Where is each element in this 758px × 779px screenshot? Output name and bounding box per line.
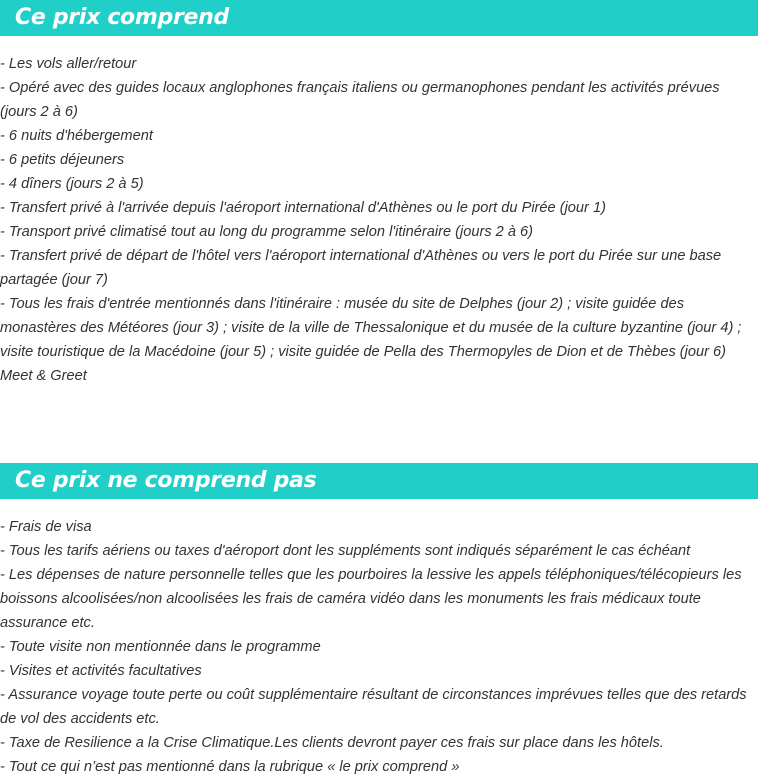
excluded-list bbox=[0, 515, 758, 779]
list-item: - Opéré avec des guides locaux anglophones français italiens ou germanophones pendant les activités prévues (jours 2 à 6) bbox=[0, 80, 720, 120]
list-item: - Visites et activités facultatives bbox=[0, 663, 202, 679]
excluded-heading: Ce prix ne comprend pas bbox=[0, 463, 758, 499]
list-item: - Les vols aller/retour bbox=[0, 56, 137, 72]
list-item: - Frais de visa bbox=[0, 519, 92, 535]
list-item: - Assurance voyage toute perte ou coût supplémentaire résultant de circonstances imprévues telles que des retards de vol des accidents etc. bbox=[0, 687, 747, 727]
excluded-section bbox=[0, 463, 758, 779]
included-section bbox=[0, 0, 758, 388]
list-item: - Taxe de Resilience a la Crise Climatique.Les clients devront payer ces frais sur place dans les hôtels. bbox=[0, 735, 664, 751]
list-item: - Transport privé climatisé tout au long du programme selon l'itinéraire (jours 2 à 6) bbox=[0, 224, 533, 240]
list-item: - Transfert privé à l'arrivée depuis l'aéroport international d'Athènes ou le port du Pirée (jour 1) bbox=[0, 200, 606, 216]
list-item: - 4 dîners (jours 2 à 5) bbox=[0, 176, 144, 192]
included-heading: Ce prix comprend bbox=[0, 0, 758, 36]
list-item: Meet & Greet bbox=[0, 368, 87, 384]
list-item: - Transfert privé de départ de l'hôtel vers l'aéroport international d'Athènes ou vers le port du Pirée sur une base partagée (jour 7) bbox=[0, 248, 722, 288]
list-item: - Tous les tarifs aériens ou taxes d'aéroport dont les suppléments sont indiqués séparément le cas échéant bbox=[0, 543, 691, 559]
list-item: - Tout ce qui n’est pas mentionné dans la rubrique « le prix comprend » bbox=[0, 759, 460, 775]
list-item: - Toute visite non mentionnée dans le programme bbox=[0, 639, 321, 655]
included-list bbox=[0, 52, 758, 388]
list-item: - Tous les frais d'entrée mentionnés dans l'itinéraire : musée du site de Delphes (jour 2) ; visite guidée des monastères des Météores (jour 3) ; visite de la ville de Thessalonique et du musée de la culture byzantine (jour 4) ; visite touristique de la Macédoine (jour 5) ; visite guidée de Pella des Thermopyles de Dion et de Thèbes (jour 6) bbox=[0, 296, 742, 360]
list-item: - 6 nuits d'hébergement bbox=[0, 128, 153, 144]
list-item: - Les dépenses de nature personnelle telles que les pourboires la lessive les appels téléphoniques/télécopieurs les boissons alcoolisées/non alcoolisées les frais de caméra vidéo dans les monuments les frais médicaux toute assurance etc. bbox=[0, 567, 742, 631]
list-item: - 6 petits déjeuners bbox=[0, 152, 125, 168]
